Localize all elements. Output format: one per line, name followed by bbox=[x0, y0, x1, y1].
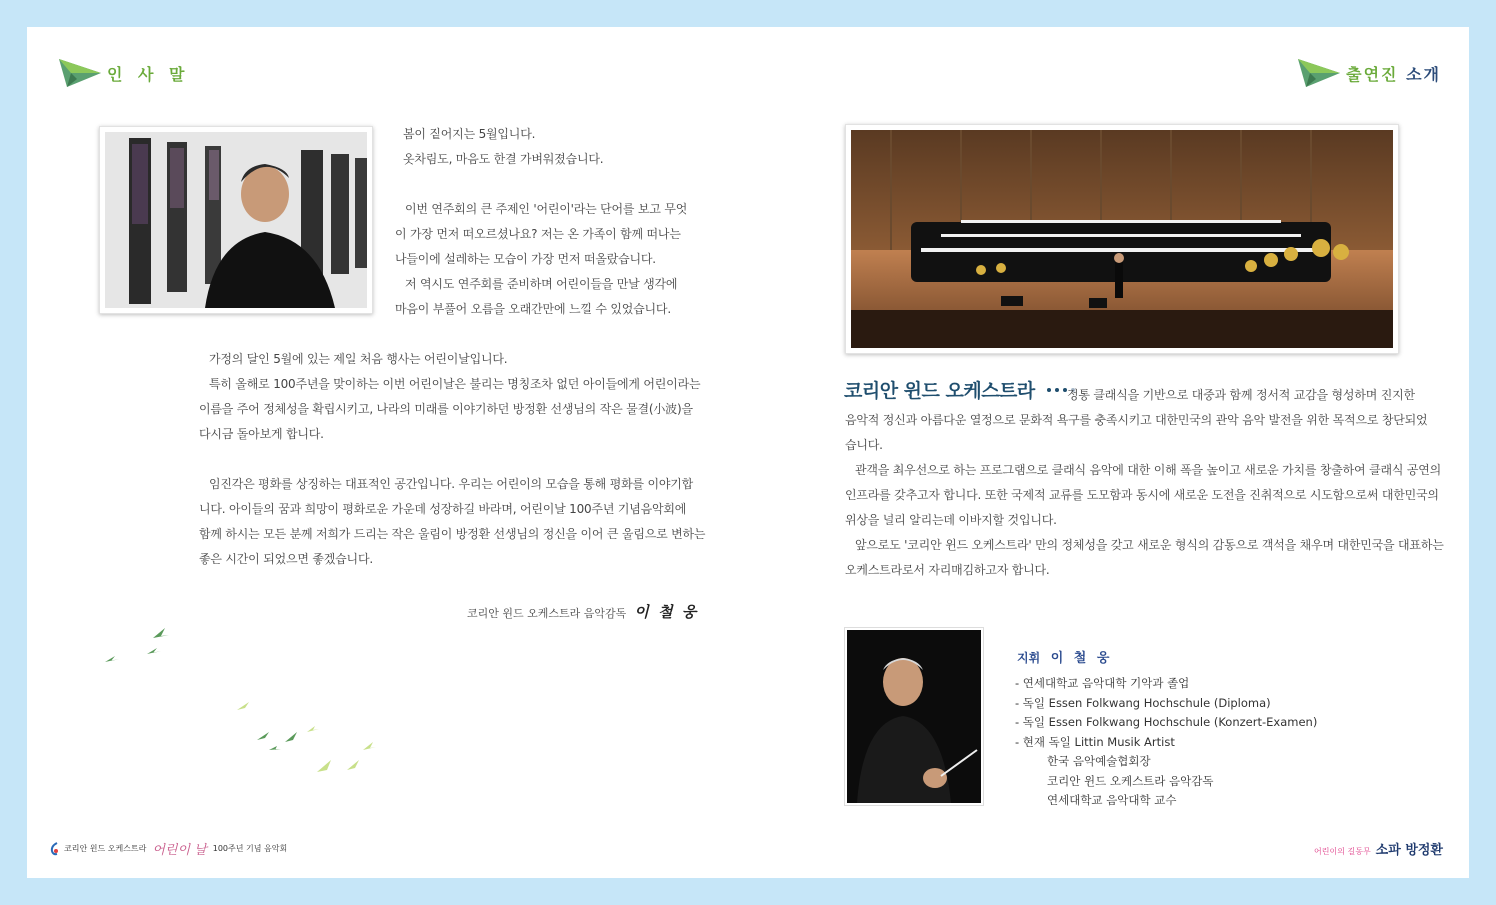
performers-title: 출연진 소개 bbox=[1346, 64, 1441, 84]
bio-item: - 독일 Essen Folkwang Hochschule (Konzert-Examen) bbox=[1015, 715, 1318, 729]
conductor-photo bbox=[844, 627, 984, 806]
orchestra-photo bbox=[845, 124, 1399, 354]
footer-org: 코리안 윈드 오케스트라 bbox=[64, 844, 147, 853]
bio-sub-item: 연세대학교 음악대학 교수 bbox=[1047, 793, 1177, 807]
bio-item: - 독일 Essen Folkwang Hochschule (Diploma) bbox=[1015, 695, 1271, 710]
conductor-title: 지휘 이 철 웅 bbox=[1017, 651, 1113, 666]
footer-name: 소파 방정환 bbox=[1375, 843, 1443, 858]
bio-item: - 연세대학교 음악대학 기악과 졸업 bbox=[1015, 676, 1190, 690]
signature-role: 코리안 윈드 오케스트라 음악감독 bbox=[467, 607, 627, 620]
performers-header bbox=[1296, 53, 1441, 93]
director-photo bbox=[99, 126, 373, 314]
greeting-body: 가정의 달인 5월에 있는 제일 처음 행사는 어린이날입니다. 특히 올해로 100주년을 맞이하는 이번 어린이날은 불리는 명칭조차 없던 아이들에게 어린이라는 이름을 주어 정체성을 확립시키고, 나라의 미래를 이야기하던 방정환 선생님의 작은 물결(小波)을 다시금 돌아보게 합니다. 임진각은 평화를 상징하는 대표적인 공간입니다. 우리는 어린이의 모습을 통해 평화를 이야기합 니다. 아이들의 꿈과 희망이 평화로운 가운데 성장하길 바라며, 어린이날 100주년 기념음악회에 함께 하시는 모든 분께 저희가 드리는 작은 울림이 방정환 선생님의 정신을 이어 큰 울림으로 변하는 좋은 시간이 되었으면 좋겠습니다. bbox=[199, 352, 706, 566]
signature-name: 이 철 웅 bbox=[634, 603, 699, 621]
brochure-spread bbox=[27, 27, 1469, 878]
orchestra-intro: 정통 클래식을 기반으로 대중과 함께 정서적 교감을 형성하며 진지한 음악적 정신과 아름다운 열정으로 문화적 욕구를 충족시키고 대한민국의 관악 음악 발전을 위한 목적으로 창단되었 습니다. 관객을 최우선으로 하는 프로그램으로 클래식 음악에 대한 이해 폭을 높이고 새로운 가치를 창출하여 클래식 공연의 인프라를 갖추고자 합니다. 또한 국제적 교류를 도모함과 동시에 새로운 도전을 진취적으로 시도함으로써 대한민국의 위상을 널리 알리는데 이바지할 것입니다. 앞으로도 '코리안 윈드 오케스트라' 만의 정체성을 갖고 새로운 형식의 감동으로 객석을 채우며 대한민국을 대표하는 오케스트라로서 자리매김하고자 합니다. bbox=[845, 388, 1444, 577]
bio-sub-item: 한국 음악예술협회장 bbox=[1047, 754, 1151, 768]
signature bbox=[467, 601, 698, 622]
bio-sub-item: 코리안 윈드 오케스트라 음악감독 bbox=[1047, 773, 1214, 788]
footer-tagline: 어린이의 길동무 bbox=[1314, 847, 1371, 856]
paper-plane-icon bbox=[57, 55, 103, 91]
footer-event: 100주년 기념 음악회 bbox=[212, 844, 288, 853]
orchestra-logo-icon bbox=[49, 842, 61, 856]
bio-item: - 현재 독일 Littin Musik Artist bbox=[1015, 734, 1175, 749]
birds-illustration bbox=[97, 622, 387, 802]
greeting-intro: 봄이 짙어지는 5월입니다. 옷차림도, 마음도 한결 가벼워졌습니다. 이번 연주회의 큰 주제인 '어린이'라는 단어를 보고 무엇 이 가장 먼저 떠오르셨나요? 저는 온 가족이 함께 떠나는 나들이에 설레하는 모습이 가장 먼저 떠올랐습니다. 저 역시도 연주회를 준비하며 어린이들을 만날 생각에 마음이 부풀어 오름을 오래간만에 느낄 수 있었습니다. bbox=[395, 127, 688, 316]
conductor-bio bbox=[1015, 674, 1317, 811]
greeting-header bbox=[57, 53, 190, 93]
greeting-title: 인 사 말 bbox=[107, 64, 190, 84]
footer-left bbox=[49, 839, 287, 858]
paper-plane-icon bbox=[1296, 55, 1342, 91]
footer-right bbox=[1314, 839, 1443, 858]
footer-script-logo: 어린이 날 bbox=[152, 843, 207, 858]
orchestra-title: 코리안 윈드 오케스트라 bbox=[844, 376, 1075, 403]
